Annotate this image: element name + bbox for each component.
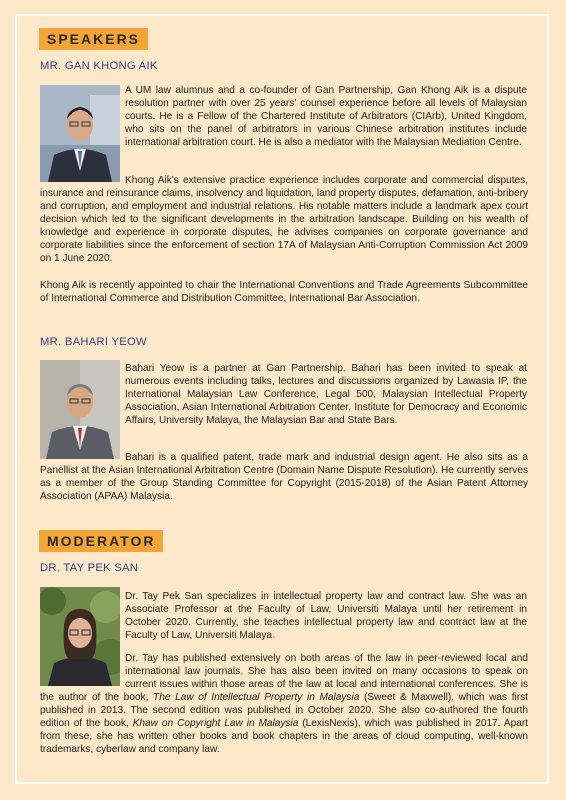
- speaker-1-bio-2: Khong Aik's extensive practice experience includes corporate and commercial disputes, insurance and reinsurance claims, insolvency and liquidation, land property disputes, defamation, anti-bribery and corruption, and employment and industrial relations. His notable matters include a landmark apex court decision which led to the significant developments in the arbitration landscape. Building on his wealth of knowledge and experience in corporate disputes, he advises companies on corporate governance and corporate liabilities since the enforcement of section 17A of Malaysian Anti-Corruption Commission Act 2009 on 1 June 2020.: [40, 175, 528, 264]
- speaker-2-bio-2: Bahari is a qualified patent, trade mark and industrial design agent. He also sits as a Panellist at the Asian International Arbitration Centre (Domain Name Dispute Resolution). He currently serves as a member of the Group Standing Committee for Copyright (2015-2018) of the Asian Patent Attorney Association (APAA) Malaysia.: [40, 452, 528, 502]
- moderator-bio-1: Dr. Tay Pek San specializes in intellectual property law and contract law. She was an Associate Professor at the Faculty of Law, Universiti Malaya until her retirement in October 2020. Currently, she teaches intellectual property law and contract law at the Faculty of Law, Universiti Malaya.: [125, 591, 527, 641]
- speaker-1-photo: [40, 85, 120, 182]
- speaker-2-name: MR. BAHARI YEOW: [40, 336, 147, 348]
- moderator-heading: MODERATOR: [39, 530, 163, 552]
- moderator-bio-2: Dr. Tay has published extensively on both areas of the law in peer-reviewed local and international law journals. She has also been invited on many occasions to speak on current issues within those areas of the law at local and international conferences. She is the author of the book, The Law of Intellectual Property in Malaysia (Sweet & Maxwell), which was first published in 2013. The second edition was published in October 2020. She also co-authored the fourth edition of the book, Khaw on Copyright Law in Malaysia (LexisNexis), which was published in 2017. Apart from these, she has written other books and book chapters in the areas of cloud computing, well-known trademarks, cyberlaw and company law.: [40, 653, 528, 755]
- speaker-1-name: MR. GAN KHONG AIK: [40, 60, 158, 72]
- speaker-2-bio-1: Bahari Yeow is a partner at Gan Partnership. Bahari has been invited to speak at numerous events including talks, lectures and discussions organized by Lawasia IP, the International Malaysian Law Conference, Legal 500, Malaysian Intellectual Property Association, Asian International Arbitration Center, Institute for Democracy and Economic Affairs, University Malaya, the Malaysian Bar and State Bars.: [125, 363, 527, 426]
- book-title-1: The Law of Intellectual Property in Malaysia: [153, 692, 360, 703]
- moderator-name: DR. TAY PEK SAN: [40, 562, 139, 574]
- speakers-heading: SPEAKERS: [39, 28, 148, 50]
- speaker-1-bio-3: Khong Aik is recently appointed to chair the International Conventions and Trade Agreements Subcommittee of International Commerce and Distribution Committee, International Bar Association.: [40, 280, 528, 304]
- speaker-2-photo: [40, 360, 120, 459]
- book-title-2: Khaw on Copyright Law in Malaysia: [132, 718, 299, 729]
- speaker-1-bio-1: A UM law alumnus and a co-founder of Gan Partnership, Gan Khong Aik is a dispute resolution partner with over 25 years' counsel experience before all levels of Malaysian courts. He is a Fellow of the Chartered Institute of Arbitrators (CIArb), United Kingdom, who sits on the panel of arbitrators in various Chinese arbitration institutes include international arbitration court. He is also a mediator with the Malaysian Mediation Centre.: [125, 85, 527, 148]
